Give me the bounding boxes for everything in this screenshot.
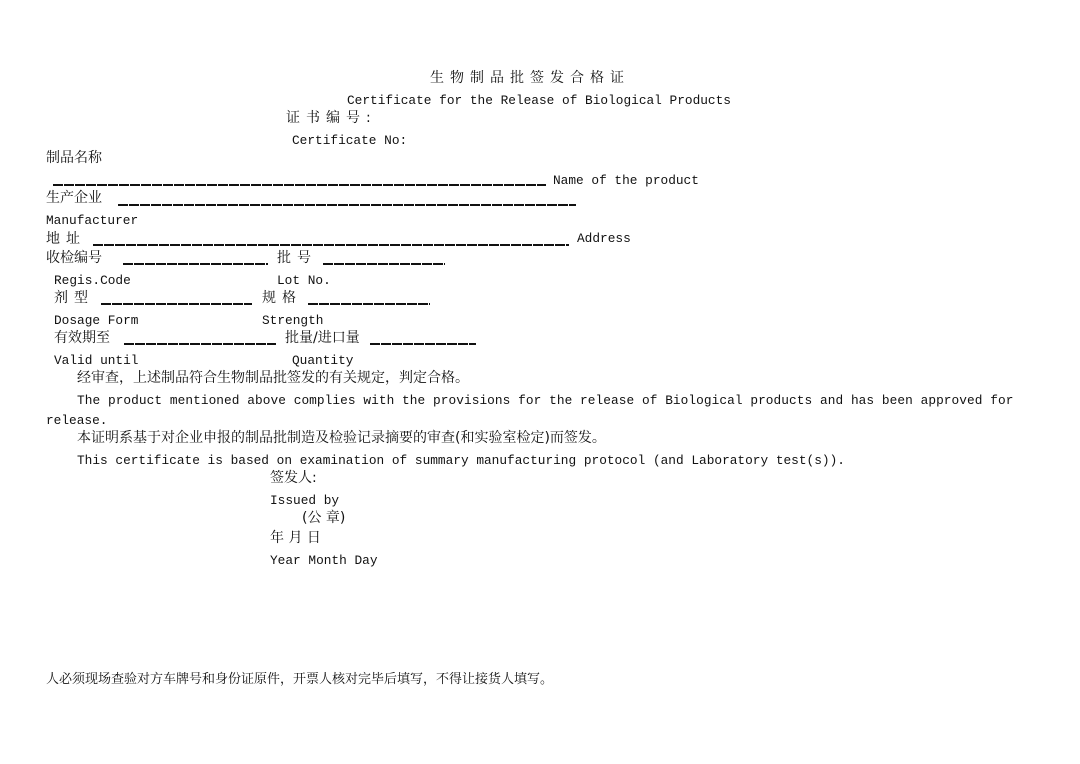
- quantity-label-cn: 批量/进口量: [285, 330, 360, 346]
- strength-label-en: Strength: [262, 313, 324, 328]
- quantity-field[interactable]: [370, 343, 476, 345]
- lot-no-label-cn: 批号: [277, 250, 317, 266]
- lot-no-label-en: Lot No.: [277, 273, 331, 288]
- title-en: Certificate for the Release of Biological Products: [347, 93, 731, 108]
- date-label-cn: 年 月 日: [270, 530, 321, 546]
- manufacturer-label-cn: 生产企业: [46, 190, 102, 206]
- cert-no-label-cn: 证书编号:: [286, 110, 377, 126]
- address-field[interactable]: [93, 244, 569, 246]
- valid-until-label-en: Valid until: [54, 353, 139, 368]
- approval-statement-cn: 经审查，上述制品符合生物制品批签发的有关规定，判定合格。: [77, 370, 469, 386]
- basis-statement-cn: 本证明系基于对企业申报的制品批制造及检验记录摘要的审查(和实验室检定)而签发。: [77, 430, 606, 446]
- regis-code-label-en: Regis.Code: [54, 273, 131, 288]
- manufacturer-label-en: Manufacturer: [46, 213, 139, 228]
- product-name-label-en: Name of the product: [553, 173, 699, 188]
- cert-no-label-en: Certificate No:: [292, 133, 408, 148]
- quantity-label-en: Quantity: [292, 353, 354, 368]
- approval-statement-en-continued: release.: [46, 413, 108, 428]
- basis-statement-en: This certificate is based on examination of summary manufacturing protocol (and Laboratory test(s)).: [77, 453, 845, 468]
- approval-statement-en: The product mentioned above complies with the provisions for the release of Biological products and has been approved for: [77, 393, 1014, 408]
- manufacturer-field[interactable]: [118, 204, 576, 206]
- product-name-field[interactable]: [53, 184, 546, 186]
- issued-by-label-cn: 签发人:: [270, 470, 317, 486]
- valid-until-label-cn: 有效期至: [54, 330, 110, 346]
- product-name-label-cn: 制品名称: [46, 150, 102, 166]
- dosage-form-label-en: Dosage Form: [54, 313, 139, 328]
- official-seal-label: (公 章): [302, 510, 346, 526]
- strength-label-cn: 规格: [262, 290, 302, 306]
- footer-note: 人必须现场查验对方车牌号和身份证原件，开票人核对完毕后填写，不得让接货人填写。: [46, 672, 554, 687]
- address-label-cn: 地址: [46, 231, 86, 247]
- lot-no-field[interactable]: [323, 263, 445, 265]
- title-cn: 生物制品批签发合格证: [430, 70, 630, 86]
- valid-until-field[interactable]: [124, 343, 276, 345]
- issued-by-label-en: Issued by: [270, 493, 340, 508]
- address-label-en: Address: [577, 231, 631, 246]
- regis-code-label-cn: 收检编号: [46, 250, 102, 266]
- date-label-en: Year Month Day: [270, 553, 378, 568]
- dosage-form-field[interactable]: [101, 303, 252, 305]
- dosage-form-label-cn: 剂型: [54, 290, 94, 306]
- strength-field[interactable]: [308, 303, 430, 305]
- regis-code-field[interactable]: [123, 263, 268, 265]
